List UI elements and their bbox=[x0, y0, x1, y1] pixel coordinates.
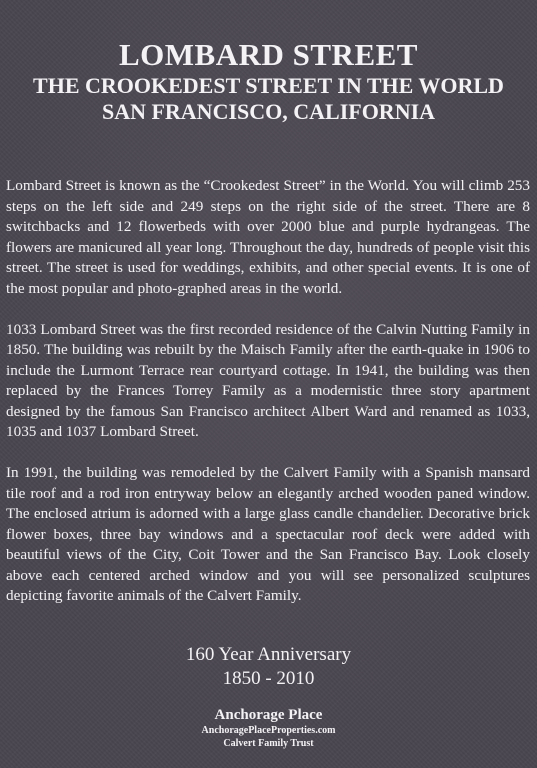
plaque-footer bbox=[0, 706, 537, 750]
paragraph-history-street: Lombard Street is known as the “Crookedest Street” in the World. You will climb 253 steps on the left side and 249 steps on the right side of the street. There are 8 switchbacks and 12 flowerbeds with over 2000 blue and purple hydrangeas. The flowers are manicured all year long. Throughout the day, hundreds of people visit this street. The street is used for weddings, exhibits, and other special events. It is one of the most popular and photo-graphed areas in the world. bbox=[6, 177, 530, 297]
anniversary-label: 160 Year Anniversary bbox=[185, 644, 352, 665]
location-heading: SAN FRANCISCO, CALIFORNIA bbox=[101, 99, 436, 124]
anniversary-block bbox=[0, 643, 537, 691]
paragraph-history-remodel: In 1991, the building was remodeled by the Calvert Family with a Spanish mansard tile roof and a rod iron entryway below an elegantly arched wooden paned window. The enclosed atrium is adorned with a large glass candle chandelier. Decorative brick flower boxes, three bay windows and a spectacular roof deck were added with beautiful views of the City, Coit Tower and the San Francisco Bay. Look closely above each centered arched window and you will see personalized sculptures depicting favorite animals of the Calvert Family. bbox=[6, 464, 530, 604]
page-subtitle: THE CROOKEDEST STREET IN THE WORLD bbox=[33, 73, 504, 98]
paragraph-history-building: 1033 Lombard Street was the first recorded residence of the Calvin Nutting Family in 1850. The building was rebuilt by the Maisch Family after the earth-quake in 1906 to include the Lurmont Terrace rear courtyard cottage. In 1941, the building was then replaced by the Frances Torrey Family as a modernistic three story apartment designed by the famous San Francisco architect Albert Ward and renamed as 1033, 1035 and 1037 Lombard Street. bbox=[6, 320, 530, 440]
plaque-body bbox=[6, 176, 530, 627]
plaque-header bbox=[0, 38, 537, 125]
anniversary-years: 1850 - 2010 bbox=[222, 668, 315, 689]
page-title: LOMBARD STREET bbox=[119, 37, 418, 72]
footer-website: AnchoragePlaceProperties.com bbox=[201, 725, 336, 736]
footer-organization: Anchorage Place bbox=[214, 707, 323, 723]
footer-trust: Calvert Family Trust bbox=[223, 738, 314, 749]
